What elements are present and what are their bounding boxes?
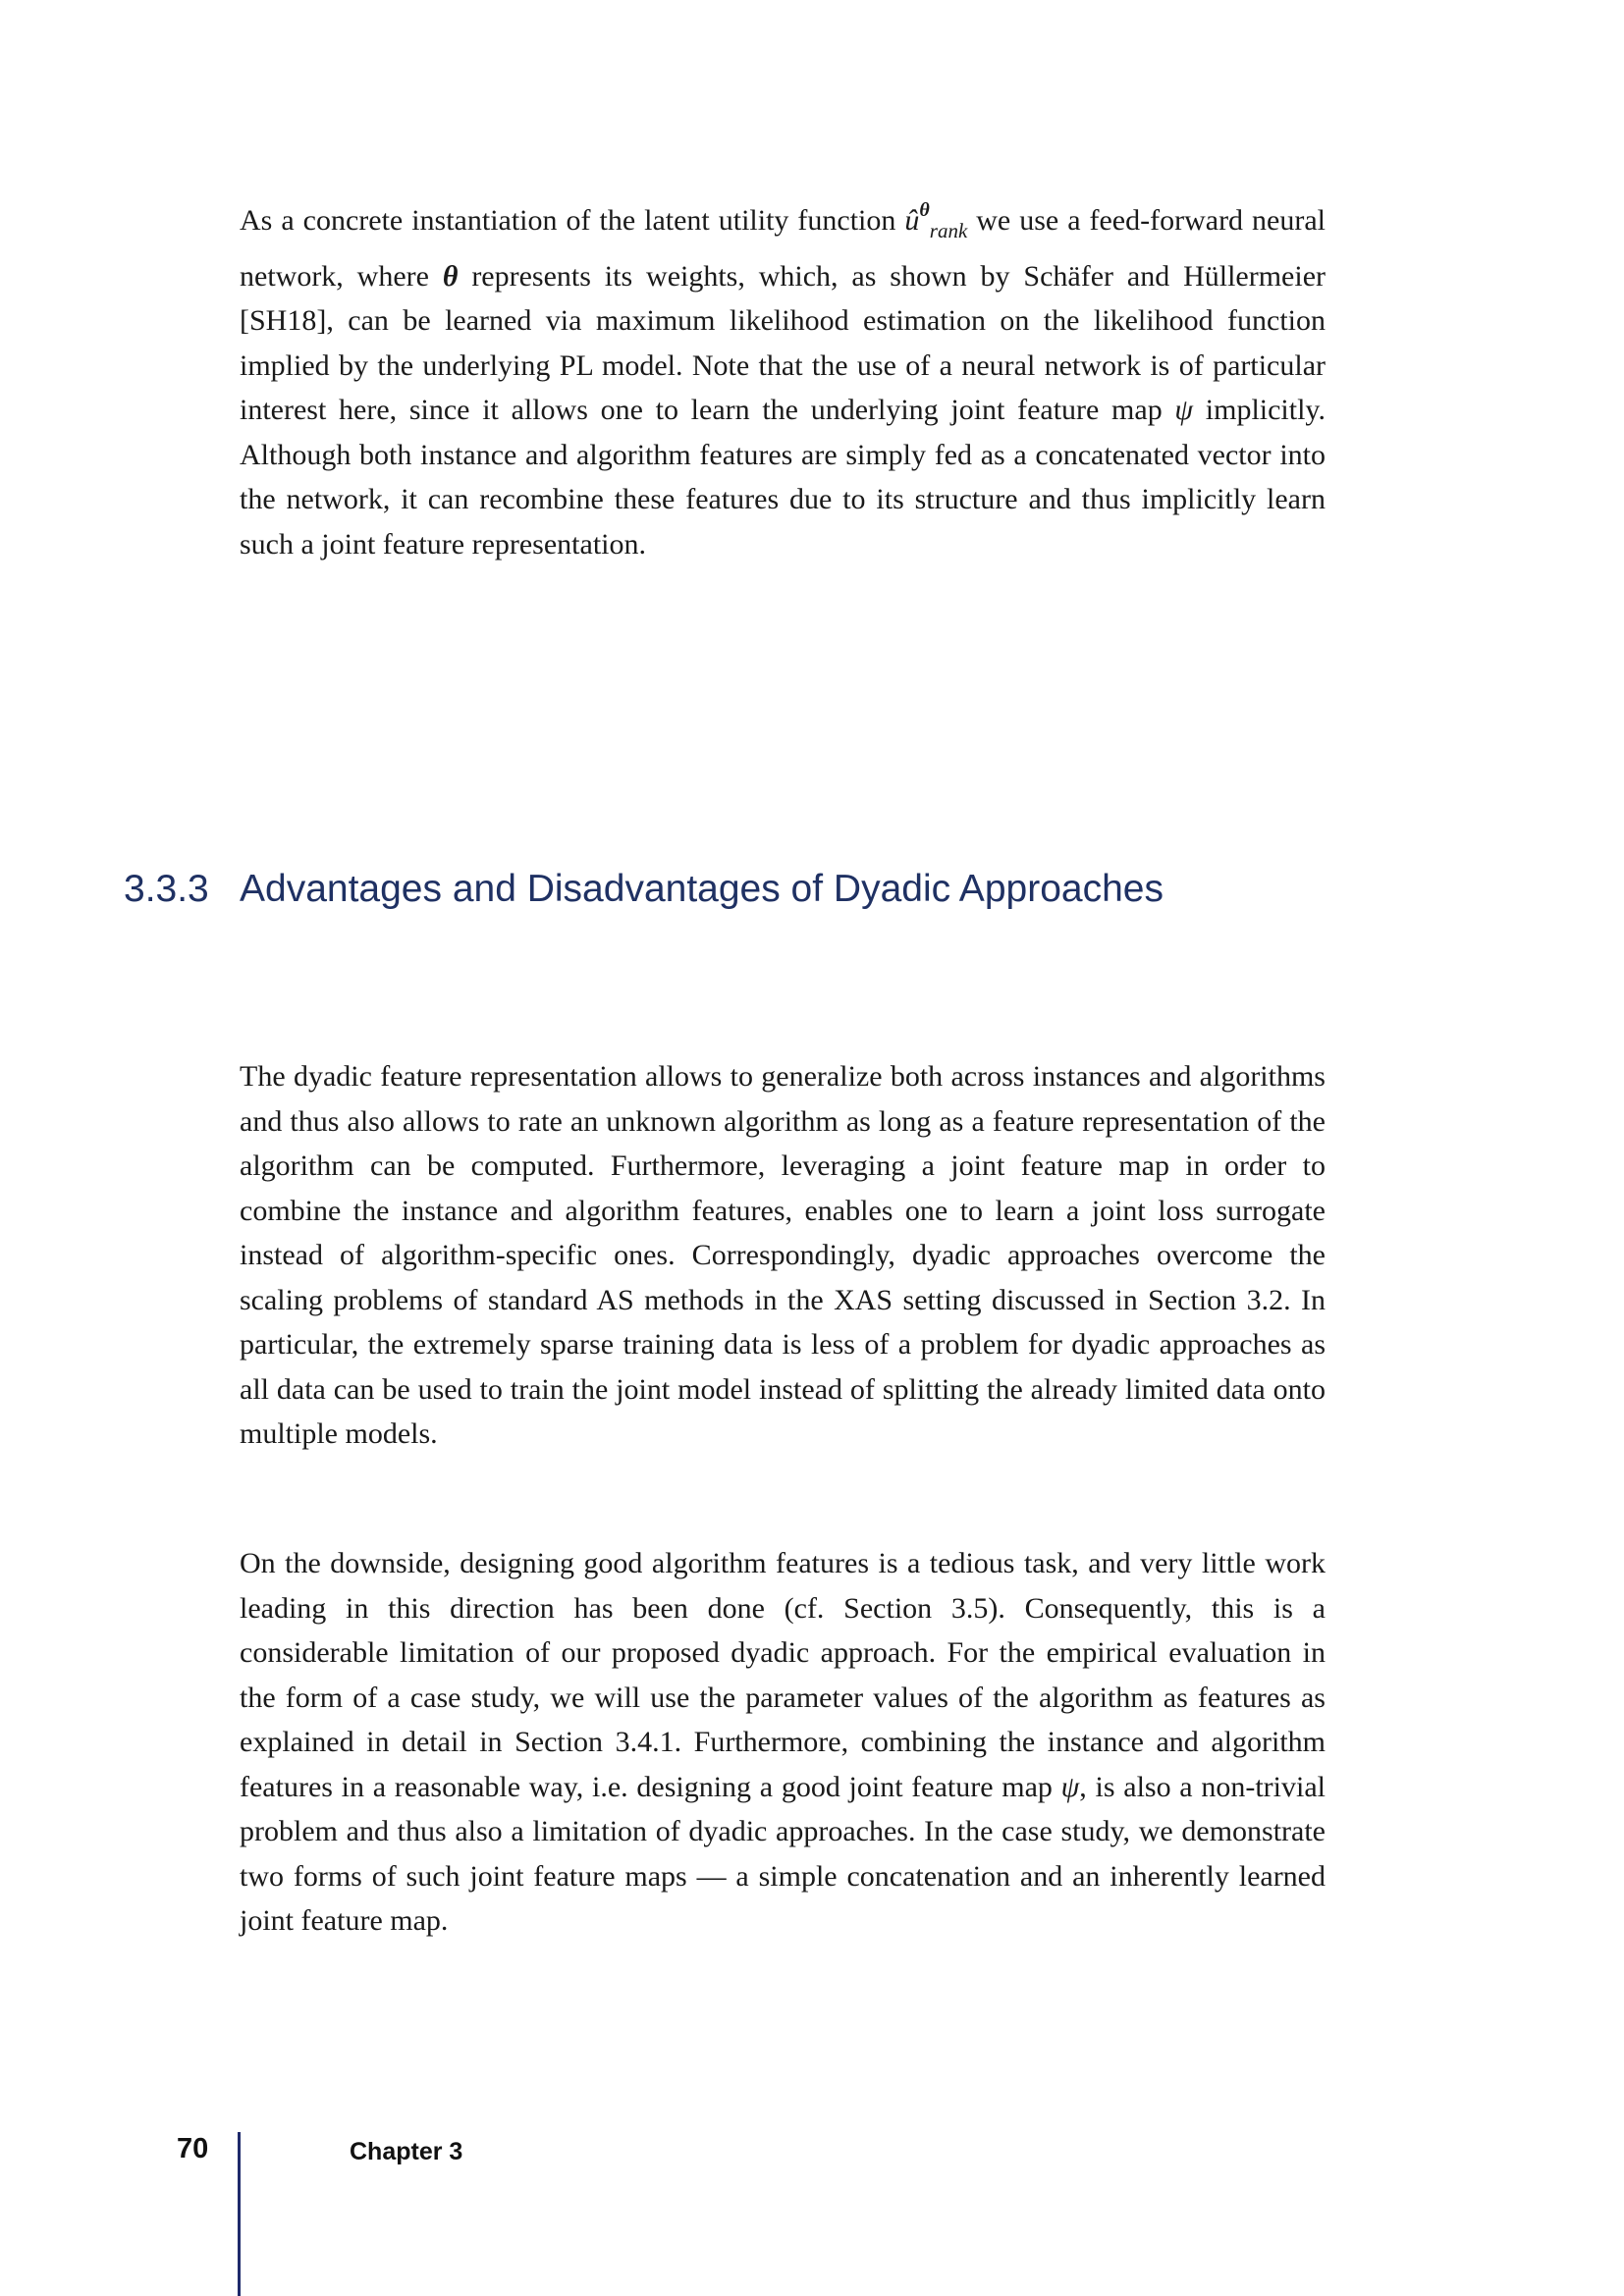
psi-symbol: ψ <box>1174 394 1194 426</box>
paragraph-text: we use a feed-forward neural network, where <box>240 204 1326 293</box>
chapter-label: Chapter 3 <box>350 2138 463 2165</box>
paragraph-text: , is also a non-trivial problem and thus also a limitation of dyadic approaches. In the case study, we demonstrate two forms of such joint feature maps — a simple concatenation and an inherently learned joint feature map. <box>240 1770 1326 1937</box>
section-title: Advantages and Disadvantages of Dyadic Approaches <box>240 868 1164 910</box>
theta-symbol: θ <box>442 259 459 293</box>
paragraph-disadvantages <box>240 1541 1326 1944</box>
section-heading <box>124 866 1164 913</box>
paragraph-text: represents its weights, which, as shown by Schäfer and Hüllermeier [SH18], can be learned via maximum likelihood estimation on the likelihood function implied by the underlying PL model. Note that the use of a neural network is of particular interest here, since it allows one to learn the underlying joint feature map <box>240 259 1326 426</box>
paragraph-neural-network <box>240 188 1326 566</box>
footer-divider <box>238 2132 241 2296</box>
paragraph-advantages: The dyadic feature representation allows to generalize both across instances and algorithms and thus also allows to rate an unknown algorithm as long as a feature representation of the algorithm can be computed. Furthermore, leveraging a joint feature map in order to combine the instance and algorithm features, enables one to learn a joint loss surrogate instead of algorithm-specific ones. Correspondingly, dyadic approaches overcome the scaling problems of standard AS methods in the XAS setting discussed in Section 3.2. In particular, the extremely sparse training data is less of a problem for dyadic approaches as all data can be used to train the joint model instead of splitting the already limited data onto multiple models. <box>240 1060 1326 1450</box>
paragraph-text: As a concrete instantiation of the latent utility function <box>240 204 905 237</box>
page-number: 70 <box>177 2133 209 2164</box>
utility-function-symbol: $û^\theta_{rank}$ <box>904 199 968 242</box>
paragraph-text: On the downside, designing good algorithm features is a tedious task, and very little work leading in this direction has been done (cf. Section 3.5). Consequently, this is a considerable limitation of our proposed dyadic approach. For the empirical evaluation in the form of a case study, we will use the parameter values of the algorithm as features as explained in detail in Section 3.4.1. Furthermore, combining the instance and algorithm features in a reasonable way, i.e. designing a good joint feature map <box>240 1547 1326 1803</box>
paragraph-text: implicitly. Although both instance and algorithm features are simply fed as a concatenated vector into the network, it can recombine these features due to its structure and thus implicitly learn such a joint feature representation. <box>240 394 1326 561</box>
psi-symbol: ψ <box>1060 1770 1080 1803</box>
section-number: 3.3.3 <box>124 868 209 910</box>
